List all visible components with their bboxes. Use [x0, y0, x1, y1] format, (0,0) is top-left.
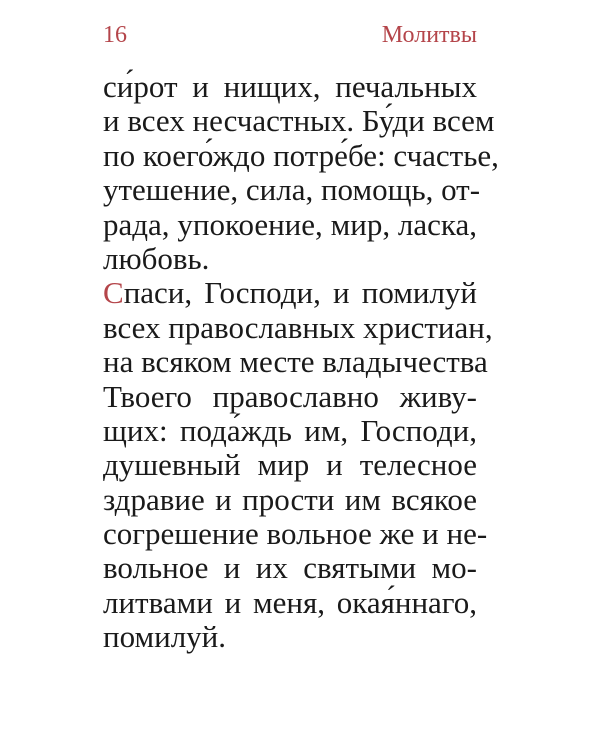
text-line: щих: пода́ждь им, Господи,	[103, 412, 477, 448]
text-line: утешение, сила, помощь, от-	[103, 172, 481, 208]
text-line: вольное и их святыми мо-	[103, 550, 477, 586]
first-line-text: паси, Господи, и помилуй	[123, 275, 477, 311]
text-line: на всяком месте владычества	[103, 344, 488, 380]
paragraph-first-line	[103, 276, 477, 310]
text-line: и всех несчастных. Бу́ди всем	[103, 103, 495, 139]
text-line: помилуй.	[103, 619, 227, 655]
page-header	[103, 22, 477, 56]
text-line: согрешение вольное же и не-	[103, 516, 488, 552]
prayer-text	[103, 69, 499, 655]
text-line: си́рот и нищих, печальных	[103, 69, 477, 104]
text-line: душевный мир и телесное	[103, 447, 477, 483]
text-line: любовь.	[103, 240, 210, 276]
text-line: рада, упокоение, мир, ласка,	[103, 206, 477, 242]
page-number: 16	[103, 22, 127, 48]
text-line: Твоего православно живу-	[103, 378, 477, 414]
red-initial-letter: С	[103, 275, 124, 311]
text-line: литвами и меня, окая́ннаго,	[103, 584, 477, 620]
text-line: всех православных христиан,	[103, 309, 493, 345]
text-line: здравие и прости им всякое	[103, 481, 477, 517]
text-line: по коего́ждо потре́бе: счастье,	[103, 137, 499, 173]
running-title: Молитвы	[381, 22, 477, 48]
